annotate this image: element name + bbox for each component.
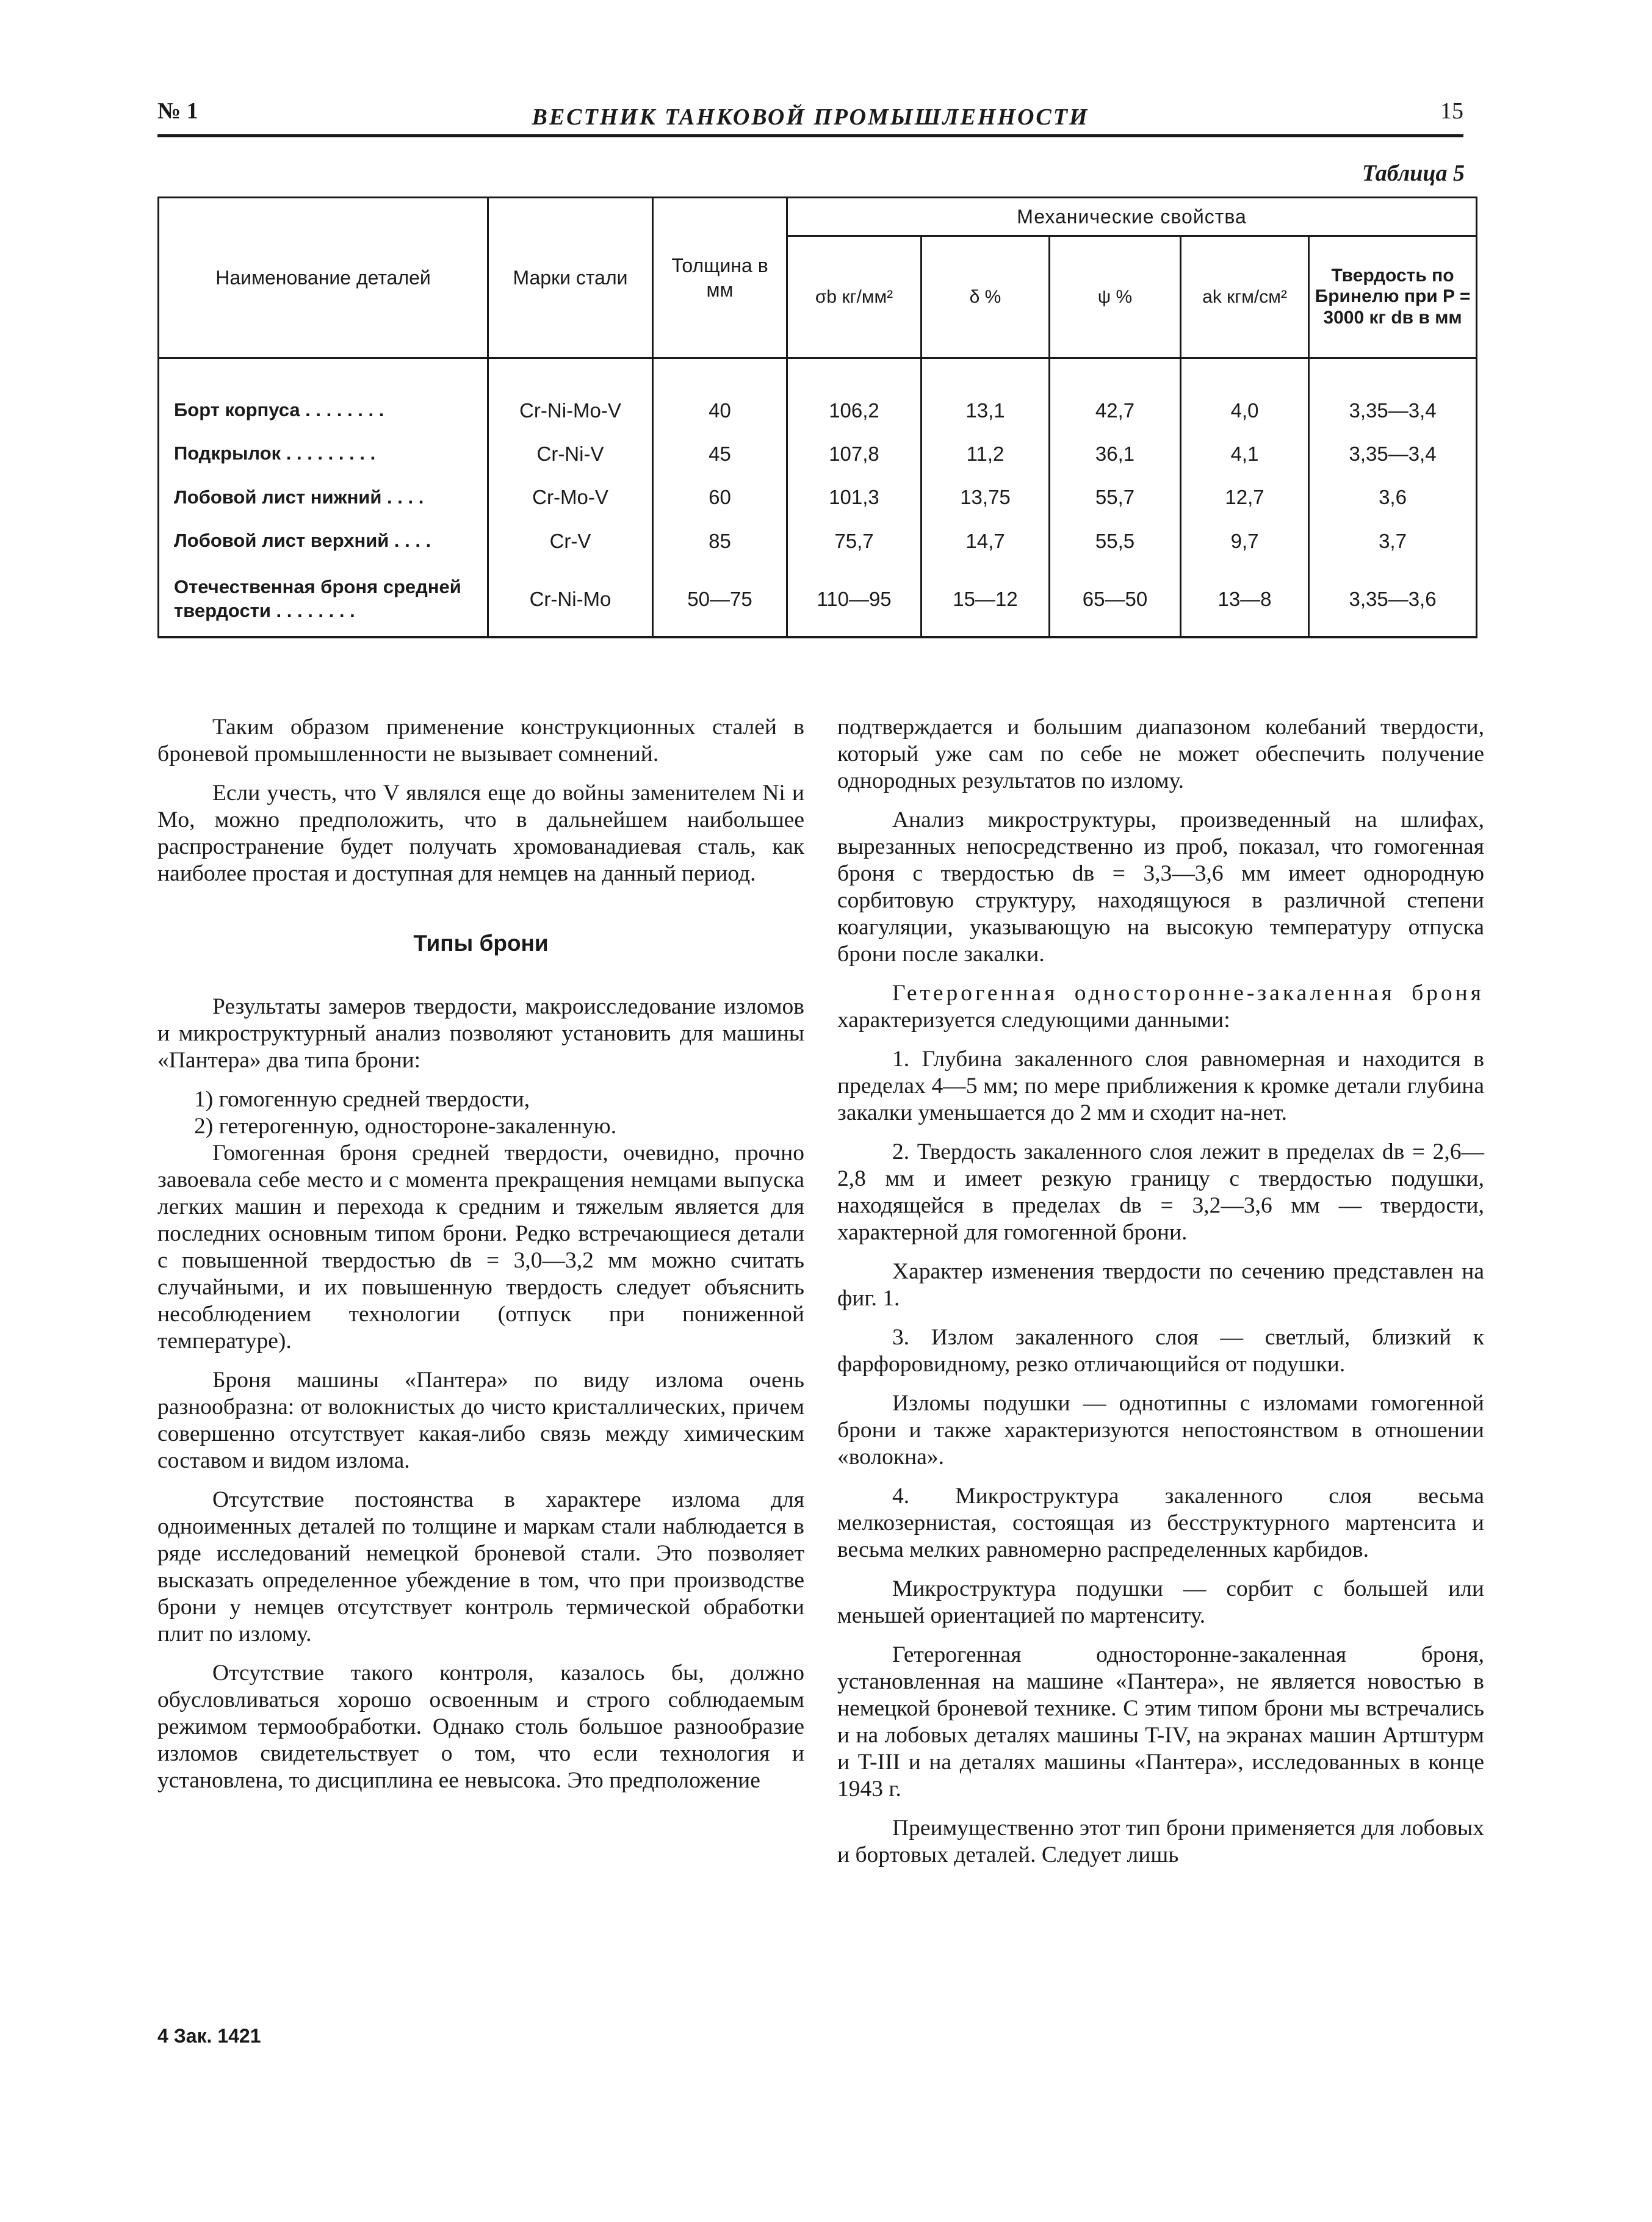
cell-ak: 4,0 [1181, 389, 1309, 432]
paragraph-text: характеризуется следующими данными: [837, 1008, 1230, 1033]
paragraph: Гомогенная броня средней твердости, очевидно, прочно завоевала себе место и с момента прекращения немцами выпуска легких машин и перехода к средним и тяжелым является для последних основным типом брони. Редко встречающиеся детали с повышенной твердостью dв = 3,0—3,2 мм можно считать случайными, и их повышенную твердость следует объяснить несоблюдением технологии (отпуск при пониженной температуре). [157, 1141, 804, 1354]
cell-grade: Cr-Ni-V [488, 432, 653, 475]
spaced-term: Гетерогенная односторонне-закаленная броня [892, 981, 1484, 1006]
cell-grade: Cr-Ni-Mo-V [488, 389, 653, 432]
cell-delta: 11,2 [922, 432, 1050, 475]
paragraph: подтверждается и большим диапазоном колебаний твердости, который уже сам по себе не может обеспечить получение однородных результатов по излому. [837, 715, 1484, 793]
cell-ak: 12,7 [1181, 475, 1309, 519]
paragraph: Если учесть, что V являлся еще до войны заменителем Ni и Mo, можно предположить, что в дальнейшем наибольшее распространение будет получать хромованадиевая сталь, как наиболее простая и доступная для немцев на данный период. [157, 781, 804, 886]
cell-delta: 13,75 [922, 475, 1050, 519]
cell-sigma: 75,7 [787, 519, 922, 563]
header-sigma-b: σb кг/мм² [787, 236, 922, 358]
cell-part-name: Отечественная броня средней твердости . . . . . . . . [159, 563, 488, 637]
cell-sigma: 110—95 [787, 563, 922, 637]
header-delta: δ % [922, 236, 1050, 358]
paragraph: Микроструктура подушки — сорбит с большей или меньшей ориентацией по мартенситу. [837, 1576, 1484, 1628]
cell-delta: 14,7 [922, 519, 1050, 563]
list-item: 2) гетерогенную, одностороне-закаленную. [194, 1114, 617, 1139]
cell-hardness: 3,35—3,6 [1309, 563, 1477, 637]
left-column [157, 714, 804, 1794]
cell-psi: 55,7 [1050, 475, 1181, 519]
table-row [159, 475, 1477, 519]
cell-thickness: 85 [653, 519, 787, 563]
running-header [157, 98, 1463, 137]
cell-sigma: 106,2 [787, 389, 922, 432]
table-row [159, 432, 1477, 475]
page-number: 15 [1440, 98, 1463, 124]
paragraph: Анализ микроструктуры, произведенный на шлифах, вырезанных непосредственно из проб, показал, что гомогенная броня с твердостью dв = 3,3—3,6 мм имеет однородную сорбитовую структуру, находящуюся в различной степени коагуляции, указывающую на высокую температуру отпуска брони после закалки. [837, 807, 1484, 967]
header-hardness: Твердость по Бринелю при P = 3000 кг dв в мм [1309, 236, 1477, 358]
header-ak: ak кгм/см² [1181, 236, 1309, 358]
printer-signature: 4 Зак. 1421 [157, 2025, 261, 2047]
paragraph: Таким образом применение конструкционных сталей в броневой промышленности не вызывает сомнений. [157, 715, 804, 767]
cell-part-name: Борт корпуса . . . . . . . . [159, 389, 488, 432]
cell-hardness: 3,35—3,4 [1309, 432, 1477, 475]
table-row [159, 389, 1477, 432]
cell-delta: 15—12 [922, 563, 1050, 637]
cell-grade: Cr-Ni-Mo [488, 563, 653, 637]
cell-psi: 55,5 [1050, 519, 1181, 563]
table-caption: Таблица 5 [1362, 161, 1465, 186]
paragraph: 1. Глубина закаленного слоя равномерная и находится в пределах 4—5 мм; по мере приближения к кромке детали глубина закалки уменьшается до 2 мм и сходит на-нет. [837, 1047, 1484, 1125]
paragraph: 4. Микроструктура закаленного слоя весьма мелкозернистая, состоящая из бесструктурного мартенсита и весьма мелких равномерно распределенных карбидов. [837, 1484, 1484, 1562]
cell-thickness: 60 [653, 475, 787, 519]
paragraph: Отсутствие такого контроля, казалось бы, должно обусловливаться хорошо освоенным и строго соблюдаемым режимом термообработки. Однако столь большое разнообразие изломов свидетельствует о том, что если технология и установлена, то дисциплина ее невысока. Это предположение [157, 1661, 804, 1793]
cell-grade: Cr-V [488, 519, 653, 563]
cell-delta: 13,1 [922, 389, 1050, 432]
header-part-name: Наименование деталей [159, 198, 488, 358]
paragraph: Изломы подушки — однотипны с изломами гомогенной брони и также характеризуются непостоянством в отношении «волокна». [837, 1391, 1484, 1470]
journal-title: ВЕСТНИК ТАНКОВОЙ ПРОМЫШЛЕННОСТИ [532, 104, 1089, 130]
cell-hardness: 3,6 [1309, 475, 1477, 519]
header-psi: ψ % [1050, 236, 1181, 358]
list-item: 1) гомогенную средней твердости, [194, 1087, 530, 1112]
mechanical-properties-table [157, 197, 1477, 638]
table-row [159, 563, 1477, 637]
paragraph: Преимущественно этот тип брони применяется для лобовых и бортовых деталей. Следует лишь [837, 1816, 1484, 1867]
cell-part-name: Лобовой лист верхний . . . . [159, 519, 488, 563]
paragraph: Отсутствие постоянства в характере излома для одноименных деталей по толщине и маркам стали наблюдается в ряде исследований немецкой броневой стали. Это позволяет высказать определенное убеждение в том, что при производстве брони у немцев отсутствует контроль термической обработки плит по излому. [157, 1487, 804, 1647]
paragraph: Гетерогенная односторонне-закаленная броня, установленная на машине «Пантера», не является новостью в немецкой броневой технике. С этим типом брони мы встречались и на лобовых деталях машины T-IV, на экранах машин Артштурм и T-III и на деталях машины «Пантера», исследованных в конце 1943 г. [837, 1642, 1484, 1802]
cell-part-name: Лобовой лист нижний . . . . [159, 475, 488, 519]
cell-psi: 65—50 [1050, 563, 1181, 637]
paragraph: Броня машины «Пантера» по виду излома очень разнообразна: от волокнистых до чисто кристаллических, причем совершенно отсутствует какая-либо связь между химическим составом и видом излома. [157, 1368, 804, 1473]
header-thickness: Толщина в мм [653, 198, 787, 358]
section-title: Типы брони [413, 931, 549, 956]
cell-thickness: 40 [653, 389, 787, 432]
cell-ak: 9,7 [1181, 519, 1309, 563]
cell-hardness: 3,35—3,4 [1309, 389, 1477, 432]
header-mechanical-properties: Механические свойства [787, 198, 1477, 236]
paragraph: 2. Твердость закаленного слоя лежит в пределах dв = 2,6—2,8 мм и имеет резкую границу с твердостью подушки, находящейся в пределах dв = 3,2—3,6 мм — твердости, характерной для гомогенной брони. [837, 1139, 1484, 1245]
cell-ak: 13—8 [1181, 563, 1309, 637]
cell-sigma: 107,8 [787, 432, 922, 475]
paragraph: Результаты замеров твердости, макроисследование изломов и микроструктурный анализ позволяют установить для машины «Пантера» два типа брони: [157, 994, 804, 1073]
cell-ak: 4,1 [1181, 432, 1309, 475]
cell-thickness: 50—75 [653, 563, 787, 637]
paragraph [837, 980, 1484, 1034]
cell-thickness: 45 [653, 432, 787, 475]
issue-number: № 1 [157, 98, 198, 124]
cell-psi: 36,1 [1050, 432, 1181, 475]
cell-sigma: 101,3 [787, 475, 922, 519]
cell-part-name: Подкрылок . . . . . . . . . [159, 432, 488, 475]
table-row [159, 519, 1477, 563]
cell-grade: Cr-Mo-V [488, 475, 653, 519]
header-steel-grade: Марки стали [488, 198, 653, 358]
right-column [837, 714, 1484, 1869]
paragraph: 3. Излом закаленного слоя — светлый, близкий к фарфоровидному, резко отличающийся от подушки. [837, 1325, 1484, 1377]
cell-psi: 42,7 [1050, 389, 1181, 432]
cell-hardness: 3,7 [1309, 519, 1477, 563]
paragraph: Характер изменения твердости по сечению представлен на фиг. 1. [837, 1259, 1484, 1311]
